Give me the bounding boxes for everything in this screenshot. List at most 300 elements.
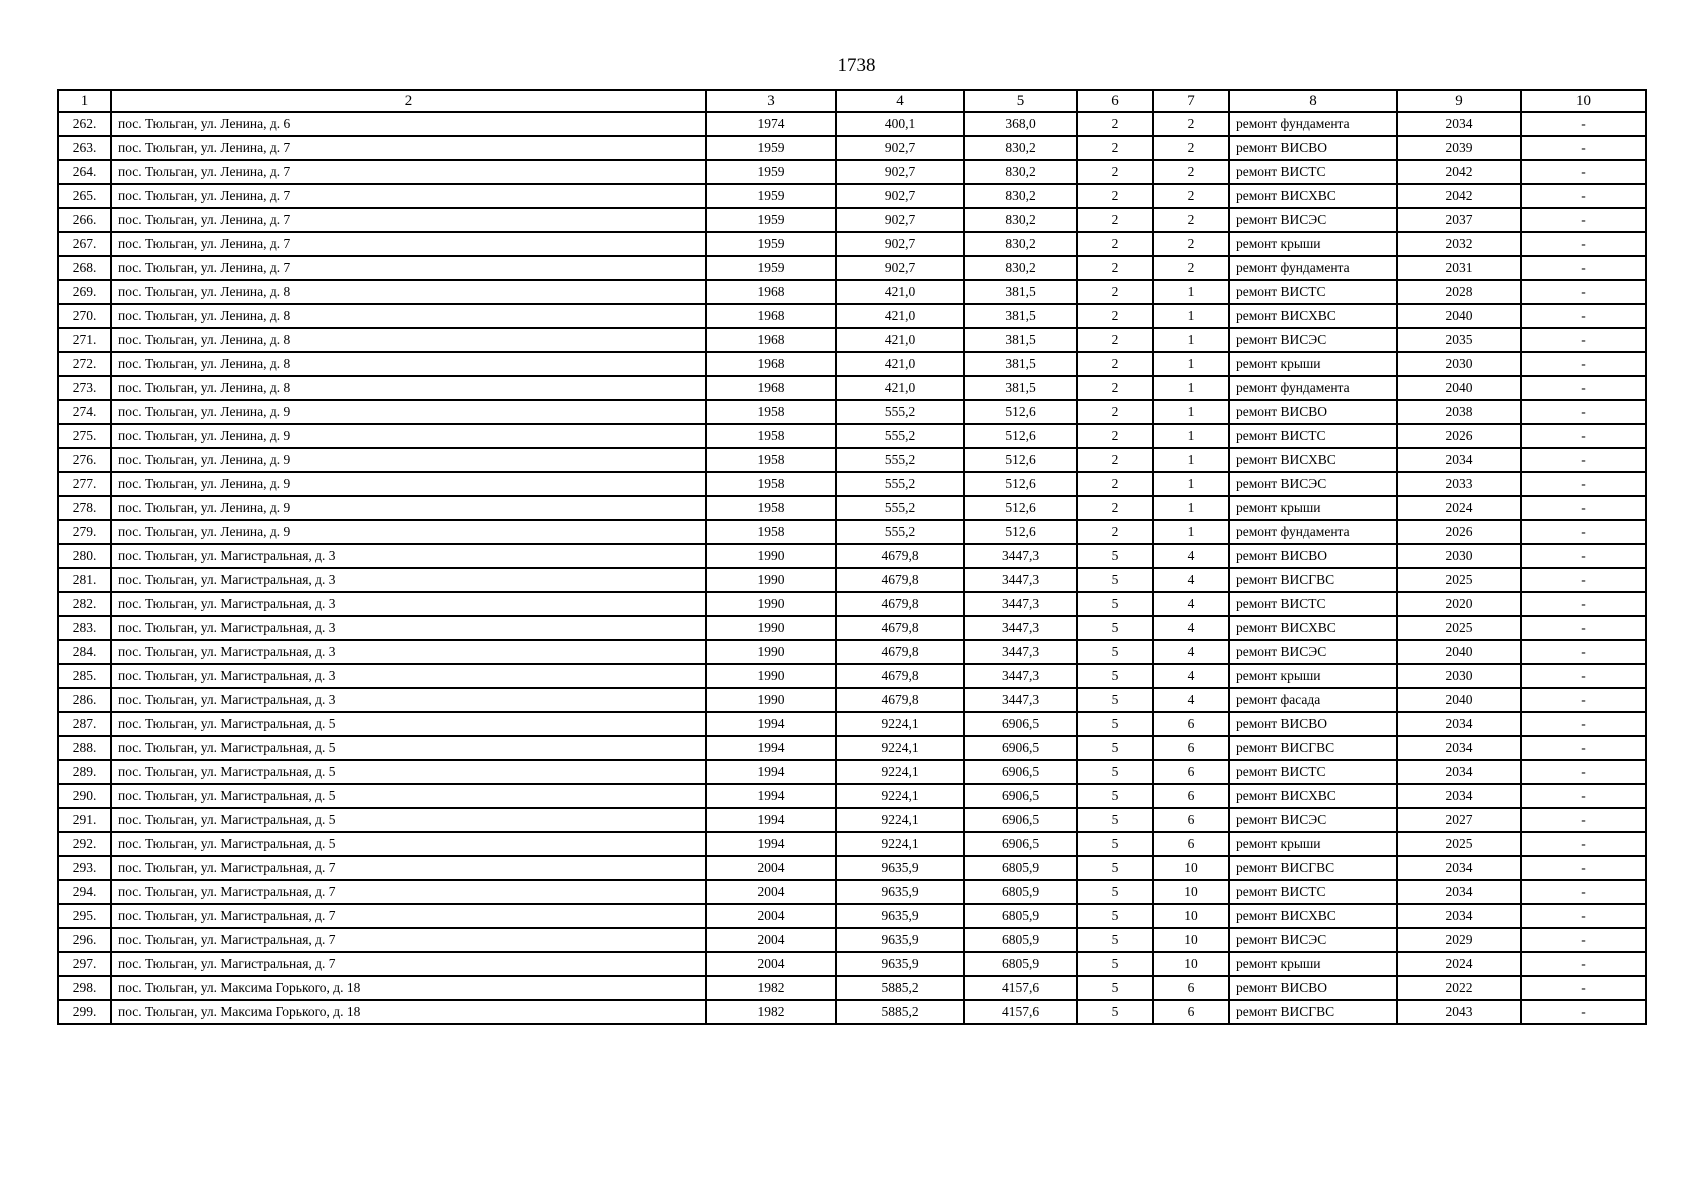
floors-cell: 2 bbox=[1077, 400, 1153, 424]
floors-cell: 5 bbox=[1077, 952, 1153, 976]
table-row bbox=[58, 712, 1646, 736]
row-number-cell: 263. bbox=[58, 136, 111, 160]
column-header: 9 bbox=[1397, 90, 1521, 112]
living-area-cell: 6805,9 bbox=[964, 928, 1077, 952]
table-row bbox=[58, 856, 1646, 880]
planned-year-cell: 2034 bbox=[1397, 712, 1521, 736]
note-cell: - bbox=[1521, 568, 1646, 592]
planned-year-cell: 2024 bbox=[1397, 496, 1521, 520]
entrances-cell: 1 bbox=[1153, 448, 1229, 472]
total-area-cell: 9224,1 bbox=[836, 712, 964, 736]
planned-year-cell: 2024 bbox=[1397, 952, 1521, 976]
year-built-cell: 1990 bbox=[706, 688, 836, 712]
row-number-cell: 271. bbox=[58, 328, 111, 352]
floors-cell: 5 bbox=[1077, 616, 1153, 640]
living-area-cell: 4157,6 bbox=[964, 1000, 1077, 1024]
address-cell: пос. Тюльган, ул. Магистральная, д. 3 bbox=[111, 688, 706, 712]
address-cell: пос. Тюльган, ул. Магистральная, д. 7 bbox=[111, 952, 706, 976]
address-cell: пос. Тюльган, ул. Магистральная, д. 3 bbox=[111, 568, 706, 592]
year-built-cell: 1958 bbox=[706, 400, 836, 424]
address-cell: пос. Тюльган, ул. Магистральная, д. 5 bbox=[111, 736, 706, 760]
table-row bbox=[58, 880, 1646, 904]
note-cell: - bbox=[1521, 112, 1646, 136]
planned-year-cell: 2025 bbox=[1397, 616, 1521, 640]
floors-cell: 5 bbox=[1077, 664, 1153, 688]
total-area-cell: 555,2 bbox=[836, 424, 964, 448]
total-area-cell: 555,2 bbox=[836, 472, 964, 496]
living-area-cell: 512,6 bbox=[964, 448, 1077, 472]
work-type-cell: ремонт фундамента bbox=[1229, 520, 1397, 544]
entrances-cell: 4 bbox=[1153, 544, 1229, 568]
entrances-cell: 1 bbox=[1153, 496, 1229, 520]
living-area-cell: 4157,6 bbox=[964, 976, 1077, 1000]
table-row bbox=[58, 760, 1646, 784]
address-cell: пос. Тюльган, ул. Ленина, д. 8 bbox=[111, 376, 706, 400]
year-built-cell: 2004 bbox=[706, 928, 836, 952]
planned-year-cell: 2020 bbox=[1397, 592, 1521, 616]
row-number-cell: 264. bbox=[58, 160, 111, 184]
address-cell: пос. Тюльган, ул. Магистральная, д. 5 bbox=[111, 832, 706, 856]
entrances-cell: 1 bbox=[1153, 400, 1229, 424]
work-type-cell: ремонт ВИСЭС bbox=[1229, 208, 1397, 232]
planned-year-cell: 2029 bbox=[1397, 928, 1521, 952]
address-cell: пос. Тюльган, ул. Ленина, д. 8 bbox=[111, 352, 706, 376]
living-area-cell: 381,5 bbox=[964, 280, 1077, 304]
year-built-cell: 1994 bbox=[706, 808, 836, 832]
row-number-cell: 273. bbox=[58, 376, 111, 400]
row-number-cell: 266. bbox=[58, 208, 111, 232]
living-area-cell: 6805,9 bbox=[964, 904, 1077, 928]
planned-year-cell: 2034 bbox=[1397, 880, 1521, 904]
row-number-cell: 275. bbox=[58, 424, 111, 448]
work-type-cell: ремонт ВИСГВС bbox=[1229, 736, 1397, 760]
year-built-cell: 2004 bbox=[706, 904, 836, 928]
table-row bbox=[58, 784, 1646, 808]
work-type-cell: ремонт ВИСХВС bbox=[1229, 616, 1397, 640]
planned-year-cell: 2035 bbox=[1397, 328, 1521, 352]
entrances-cell: 10 bbox=[1153, 904, 1229, 928]
work-type-cell: ремонт ВИСЭС bbox=[1229, 328, 1397, 352]
table-row bbox=[58, 616, 1646, 640]
year-built-cell: 1994 bbox=[706, 784, 836, 808]
note-cell: - bbox=[1521, 352, 1646, 376]
living-area-cell: 6805,9 bbox=[964, 856, 1077, 880]
floors-cell: 2 bbox=[1077, 160, 1153, 184]
column-header: 3 bbox=[706, 90, 836, 112]
work-type-cell: ремонт ВИСВО bbox=[1229, 544, 1397, 568]
planned-year-cell: 2032 bbox=[1397, 232, 1521, 256]
year-built-cell: 1990 bbox=[706, 640, 836, 664]
living-area-cell: 6805,9 bbox=[964, 880, 1077, 904]
planned-year-cell: 2034 bbox=[1397, 736, 1521, 760]
floors-cell: 5 bbox=[1077, 640, 1153, 664]
address-cell: пос. Тюльган, ул. Максима Горького, д. 18 bbox=[111, 1000, 706, 1024]
row-number-cell: 296. bbox=[58, 928, 111, 952]
note-cell: - bbox=[1521, 640, 1646, 664]
column-header: 10 bbox=[1521, 90, 1646, 112]
work-type-cell: ремонт ВИСВО bbox=[1229, 400, 1397, 424]
total-area-cell: 9224,1 bbox=[836, 760, 964, 784]
table-row bbox=[58, 688, 1646, 712]
year-built-cell: 1959 bbox=[706, 160, 836, 184]
table-row bbox=[58, 448, 1646, 472]
year-built-cell: 1994 bbox=[706, 736, 836, 760]
note-cell: - bbox=[1521, 592, 1646, 616]
table-row bbox=[58, 1000, 1646, 1024]
note-cell: - bbox=[1521, 616, 1646, 640]
entrances-cell: 6 bbox=[1153, 712, 1229, 736]
row-number-cell: 286. bbox=[58, 688, 111, 712]
planned-year-cell: 2040 bbox=[1397, 640, 1521, 664]
note-cell: - bbox=[1521, 712, 1646, 736]
year-built-cell: 2004 bbox=[706, 856, 836, 880]
entrances-cell: 4 bbox=[1153, 640, 1229, 664]
note-cell: - bbox=[1521, 520, 1646, 544]
column-header: 4 bbox=[836, 90, 964, 112]
planned-year-cell: 2037 bbox=[1397, 208, 1521, 232]
work-type-cell: ремонт ВИСХВС bbox=[1229, 784, 1397, 808]
living-area-cell: 512,6 bbox=[964, 496, 1077, 520]
entrances-cell: 10 bbox=[1153, 880, 1229, 904]
work-type-cell: ремонт ВИСХВС bbox=[1229, 904, 1397, 928]
table-row bbox=[58, 208, 1646, 232]
year-built-cell: 1994 bbox=[706, 832, 836, 856]
living-area-cell: 3447,3 bbox=[964, 664, 1077, 688]
note-cell: - bbox=[1521, 664, 1646, 688]
note-cell: - bbox=[1521, 304, 1646, 328]
note-cell: - bbox=[1521, 760, 1646, 784]
row-number-cell: 284. bbox=[58, 640, 111, 664]
note-cell: - bbox=[1521, 736, 1646, 760]
living-area-cell: 381,5 bbox=[964, 376, 1077, 400]
entrances-cell: 2 bbox=[1153, 184, 1229, 208]
entrances-cell: 6 bbox=[1153, 760, 1229, 784]
floors-cell: 2 bbox=[1077, 472, 1153, 496]
address-cell: пос. Тюльган, ул. Магистральная, д. 5 bbox=[111, 784, 706, 808]
living-area-cell: 381,5 bbox=[964, 304, 1077, 328]
table-row bbox=[58, 352, 1646, 376]
floors-cell: 2 bbox=[1077, 496, 1153, 520]
note-cell: - bbox=[1521, 784, 1646, 808]
entrances-cell: 6 bbox=[1153, 808, 1229, 832]
year-built-cell: 1990 bbox=[706, 544, 836, 568]
table-row bbox=[58, 904, 1646, 928]
address-cell: пос. Тюльган, ул. Ленина, д. 9 bbox=[111, 472, 706, 496]
floors-cell: 5 bbox=[1077, 592, 1153, 616]
floors-cell: 5 bbox=[1077, 808, 1153, 832]
planned-year-cell: 2028 bbox=[1397, 280, 1521, 304]
year-built-cell: 1990 bbox=[706, 568, 836, 592]
note-cell: - bbox=[1521, 688, 1646, 712]
address-cell: пос. Тюльган, ул. Ленина, д. 7 bbox=[111, 232, 706, 256]
planned-year-cell: 2033 bbox=[1397, 472, 1521, 496]
work-type-cell: ремонт крыши bbox=[1229, 352, 1397, 376]
row-number-cell: 290. bbox=[58, 784, 111, 808]
address-cell: пос. Тюльган, ул. Магистральная, д. 7 bbox=[111, 928, 706, 952]
entrances-cell: 2 bbox=[1153, 208, 1229, 232]
work-type-cell: ремонт фундамента bbox=[1229, 112, 1397, 136]
total-area-cell: 421,0 bbox=[836, 280, 964, 304]
repair-schedule-table bbox=[57, 89, 1647, 1025]
row-number-cell: 268. bbox=[58, 256, 111, 280]
address-cell: пос. Тюльган, ул. Ленина, д. 7 bbox=[111, 208, 706, 232]
living-area-cell: 830,2 bbox=[964, 208, 1077, 232]
total-area-cell: 555,2 bbox=[836, 520, 964, 544]
entrances-cell: 10 bbox=[1153, 928, 1229, 952]
year-built-cell: 1968 bbox=[706, 304, 836, 328]
planned-year-cell: 2026 bbox=[1397, 520, 1521, 544]
work-type-cell: ремонт крыши bbox=[1229, 496, 1397, 520]
work-type-cell: ремонт ВИСГВС bbox=[1229, 856, 1397, 880]
note-cell: - bbox=[1521, 928, 1646, 952]
planned-year-cell: 2034 bbox=[1397, 760, 1521, 784]
note-cell: - bbox=[1521, 184, 1646, 208]
table-row bbox=[58, 520, 1646, 544]
year-built-cell: 1994 bbox=[706, 760, 836, 784]
note-cell: - bbox=[1521, 472, 1646, 496]
row-number-cell: 285. bbox=[58, 664, 111, 688]
work-type-cell: ремонт ВИСЭС bbox=[1229, 640, 1397, 664]
address-cell: пос. Тюльган, ул. Магистральная, д. 3 bbox=[111, 640, 706, 664]
living-area-cell: 830,2 bbox=[964, 256, 1077, 280]
column-header: 1 bbox=[58, 90, 111, 112]
note-cell: - bbox=[1521, 136, 1646, 160]
total-area-cell: 4679,8 bbox=[836, 568, 964, 592]
floors-cell: 5 bbox=[1077, 832, 1153, 856]
row-number-cell: 287. bbox=[58, 712, 111, 736]
entrances-cell: 1 bbox=[1153, 424, 1229, 448]
floors-cell: 2 bbox=[1077, 256, 1153, 280]
entrances-cell: 1 bbox=[1153, 520, 1229, 544]
total-area-cell: 9224,1 bbox=[836, 832, 964, 856]
planned-year-cell: 2030 bbox=[1397, 664, 1521, 688]
living-area-cell: 6906,5 bbox=[964, 832, 1077, 856]
table-row bbox=[58, 280, 1646, 304]
column-header: 5 bbox=[964, 90, 1077, 112]
floors-cell: 2 bbox=[1077, 424, 1153, 448]
total-area-cell: 9635,9 bbox=[836, 928, 964, 952]
table-row bbox=[58, 184, 1646, 208]
entrances-cell: 2 bbox=[1153, 256, 1229, 280]
work-type-cell: ремонт ВИСГВС bbox=[1229, 568, 1397, 592]
note-cell: - bbox=[1521, 952, 1646, 976]
year-built-cell: 1968 bbox=[706, 376, 836, 400]
table-row bbox=[58, 952, 1646, 976]
year-built-cell: 1968 bbox=[706, 328, 836, 352]
work-type-cell: ремонт ВИСВО bbox=[1229, 136, 1397, 160]
note-cell: - bbox=[1521, 544, 1646, 568]
living-area-cell: 512,6 bbox=[964, 520, 1077, 544]
total-area-cell: 4679,8 bbox=[836, 544, 964, 568]
work-type-cell: ремонт ВИСЭС bbox=[1229, 808, 1397, 832]
work-type-cell: ремонт крыши bbox=[1229, 832, 1397, 856]
year-built-cell: 1958 bbox=[706, 424, 836, 448]
total-area-cell: 902,7 bbox=[836, 160, 964, 184]
entrances-cell: 1 bbox=[1153, 328, 1229, 352]
planned-year-cell: 2022 bbox=[1397, 976, 1521, 1000]
work-type-cell: ремонт ВИСЭС bbox=[1229, 928, 1397, 952]
work-type-cell: ремонт ВИСХВС bbox=[1229, 448, 1397, 472]
planned-year-cell: 2039 bbox=[1397, 136, 1521, 160]
row-number-cell: 281. bbox=[58, 568, 111, 592]
note-cell: - bbox=[1521, 496, 1646, 520]
entrances-cell: 4 bbox=[1153, 688, 1229, 712]
floors-cell: 2 bbox=[1077, 280, 1153, 304]
entrances-cell: 2 bbox=[1153, 232, 1229, 256]
note-cell: - bbox=[1521, 232, 1646, 256]
entrances-cell: 1 bbox=[1153, 304, 1229, 328]
work-type-cell: ремонт ВИСЭС bbox=[1229, 472, 1397, 496]
planned-year-cell: 2034 bbox=[1397, 784, 1521, 808]
table-row bbox=[58, 736, 1646, 760]
year-built-cell: 1990 bbox=[706, 592, 836, 616]
year-built-cell: 2004 bbox=[706, 880, 836, 904]
total-area-cell: 4679,8 bbox=[836, 592, 964, 616]
address-cell: пос. Тюльган, ул. Магистральная, д. 5 bbox=[111, 712, 706, 736]
living-area-cell: 3447,3 bbox=[964, 640, 1077, 664]
header-row bbox=[58, 90, 1646, 112]
column-header: 8 bbox=[1229, 90, 1397, 112]
floors-cell: 5 bbox=[1077, 856, 1153, 880]
total-area-cell: 902,7 bbox=[836, 136, 964, 160]
entrances-cell: 2 bbox=[1153, 160, 1229, 184]
floors-cell: 2 bbox=[1077, 352, 1153, 376]
address-cell: пос. Тюльган, ул. Ленина, д. 8 bbox=[111, 280, 706, 304]
address-cell: пос. Тюльган, ул. Магистральная, д. 7 bbox=[111, 856, 706, 880]
year-built-cell: 1990 bbox=[706, 616, 836, 640]
table-row bbox=[58, 232, 1646, 256]
total-area-cell: 9224,1 bbox=[836, 784, 964, 808]
table-row bbox=[58, 592, 1646, 616]
year-built-cell: 1994 bbox=[706, 712, 836, 736]
work-type-cell: ремонт крыши bbox=[1229, 664, 1397, 688]
row-number-cell: 291. bbox=[58, 808, 111, 832]
year-built-cell: 1990 bbox=[706, 664, 836, 688]
note-cell: - bbox=[1521, 400, 1646, 424]
note-cell: - bbox=[1521, 256, 1646, 280]
living-area-cell: 3447,3 bbox=[964, 688, 1077, 712]
year-built-cell: 1959 bbox=[706, 184, 836, 208]
row-number-cell: 279. bbox=[58, 520, 111, 544]
living-area-cell: 381,5 bbox=[964, 328, 1077, 352]
work-type-cell: ремонт ВИСТС bbox=[1229, 880, 1397, 904]
living-area-cell: 512,6 bbox=[964, 400, 1077, 424]
total-area-cell: 9635,9 bbox=[836, 856, 964, 880]
address-cell: пос. Тюльган, ул. Ленина, д. 6 bbox=[111, 112, 706, 136]
total-area-cell: 902,7 bbox=[836, 256, 964, 280]
living-area-cell: 830,2 bbox=[964, 184, 1077, 208]
living-area-cell: 512,6 bbox=[964, 472, 1077, 496]
table-row bbox=[58, 640, 1646, 664]
planned-year-cell: 2034 bbox=[1397, 904, 1521, 928]
year-built-cell: 1982 bbox=[706, 1000, 836, 1024]
living-area-cell: 512,6 bbox=[964, 424, 1077, 448]
entrances-cell: 6 bbox=[1153, 832, 1229, 856]
planned-year-cell: 2040 bbox=[1397, 304, 1521, 328]
living-area-cell: 3447,3 bbox=[964, 544, 1077, 568]
row-number-cell: 277. bbox=[58, 472, 111, 496]
row-number-cell: 294. bbox=[58, 880, 111, 904]
floors-cell: 5 bbox=[1077, 1000, 1153, 1024]
floors-cell: 5 bbox=[1077, 544, 1153, 568]
floors-cell: 2 bbox=[1077, 328, 1153, 352]
living-area-cell: 6805,9 bbox=[964, 952, 1077, 976]
table-row bbox=[58, 424, 1646, 448]
total-area-cell: 5885,2 bbox=[836, 976, 964, 1000]
column-header: 6 bbox=[1077, 90, 1153, 112]
address-cell: пос. Тюльган, ул. Ленина, д. 8 bbox=[111, 328, 706, 352]
living-area-cell: 3447,3 bbox=[964, 616, 1077, 640]
table-row bbox=[58, 976, 1646, 1000]
entrances-cell: 6 bbox=[1153, 784, 1229, 808]
address-cell: пос. Тюльган, ул. Магистральная, д. 7 bbox=[111, 904, 706, 928]
row-number-cell: 295. bbox=[58, 904, 111, 928]
planned-year-cell: 2043 bbox=[1397, 1000, 1521, 1024]
entrances-cell: 4 bbox=[1153, 592, 1229, 616]
entrances-cell: 10 bbox=[1153, 952, 1229, 976]
planned-year-cell: 2034 bbox=[1397, 112, 1521, 136]
entrances-cell: 4 bbox=[1153, 568, 1229, 592]
address-cell: пос. Тюльган, ул. Магистральная, д. 5 bbox=[111, 808, 706, 832]
year-built-cell: 1982 bbox=[706, 976, 836, 1000]
year-built-cell: 1968 bbox=[706, 352, 836, 376]
row-number-cell: 292. bbox=[58, 832, 111, 856]
floors-cell: 2 bbox=[1077, 448, 1153, 472]
table-row bbox=[58, 472, 1646, 496]
table-row bbox=[58, 568, 1646, 592]
total-area-cell: 9635,9 bbox=[836, 952, 964, 976]
address-cell: пос. Тюльган, ул. Магистральная, д. 3 bbox=[111, 616, 706, 640]
living-area-cell: 830,2 bbox=[964, 160, 1077, 184]
work-type-cell: ремонт ВИСТС bbox=[1229, 592, 1397, 616]
floors-cell: 5 bbox=[1077, 712, 1153, 736]
entrances-cell: 4 bbox=[1153, 616, 1229, 640]
address-cell: пос. Тюльган, ул. Магистральная, д. 3 bbox=[111, 592, 706, 616]
table-row bbox=[58, 544, 1646, 568]
work-type-cell: ремонт ВИСВО bbox=[1229, 712, 1397, 736]
total-area-cell: 902,7 bbox=[836, 184, 964, 208]
floors-cell: 2 bbox=[1077, 232, 1153, 256]
living-area-cell: 381,5 bbox=[964, 352, 1077, 376]
entrances-cell: 6 bbox=[1153, 1000, 1229, 1024]
row-number-cell: 267. bbox=[58, 232, 111, 256]
planned-year-cell: 2025 bbox=[1397, 568, 1521, 592]
address-cell: пос. Тюльган, ул. Ленина, д. 7 bbox=[111, 184, 706, 208]
row-number-cell: 293. bbox=[58, 856, 111, 880]
year-built-cell: 1958 bbox=[706, 448, 836, 472]
note-cell: - bbox=[1521, 328, 1646, 352]
year-built-cell: 1959 bbox=[706, 136, 836, 160]
total-area-cell: 4679,8 bbox=[836, 616, 964, 640]
living-area-cell: 6906,5 bbox=[964, 784, 1077, 808]
floors-cell: 5 bbox=[1077, 760, 1153, 784]
year-built-cell: 1959 bbox=[706, 208, 836, 232]
total-area-cell: 421,0 bbox=[836, 352, 964, 376]
total-area-cell: 421,0 bbox=[836, 304, 964, 328]
floors-cell: 5 bbox=[1077, 568, 1153, 592]
row-number-cell: 283. bbox=[58, 616, 111, 640]
row-number-cell: 288. bbox=[58, 736, 111, 760]
table-row bbox=[58, 376, 1646, 400]
total-area-cell: 555,2 bbox=[836, 448, 964, 472]
living-area-cell: 368,0 bbox=[964, 112, 1077, 136]
floors-cell: 2 bbox=[1077, 208, 1153, 232]
work-type-cell: ремонт ВИСХВС bbox=[1229, 304, 1397, 328]
column-header: 7 bbox=[1153, 90, 1229, 112]
planned-year-cell: 2026 bbox=[1397, 424, 1521, 448]
work-type-cell: ремонт крыши bbox=[1229, 952, 1397, 976]
note-cell: - bbox=[1521, 856, 1646, 880]
